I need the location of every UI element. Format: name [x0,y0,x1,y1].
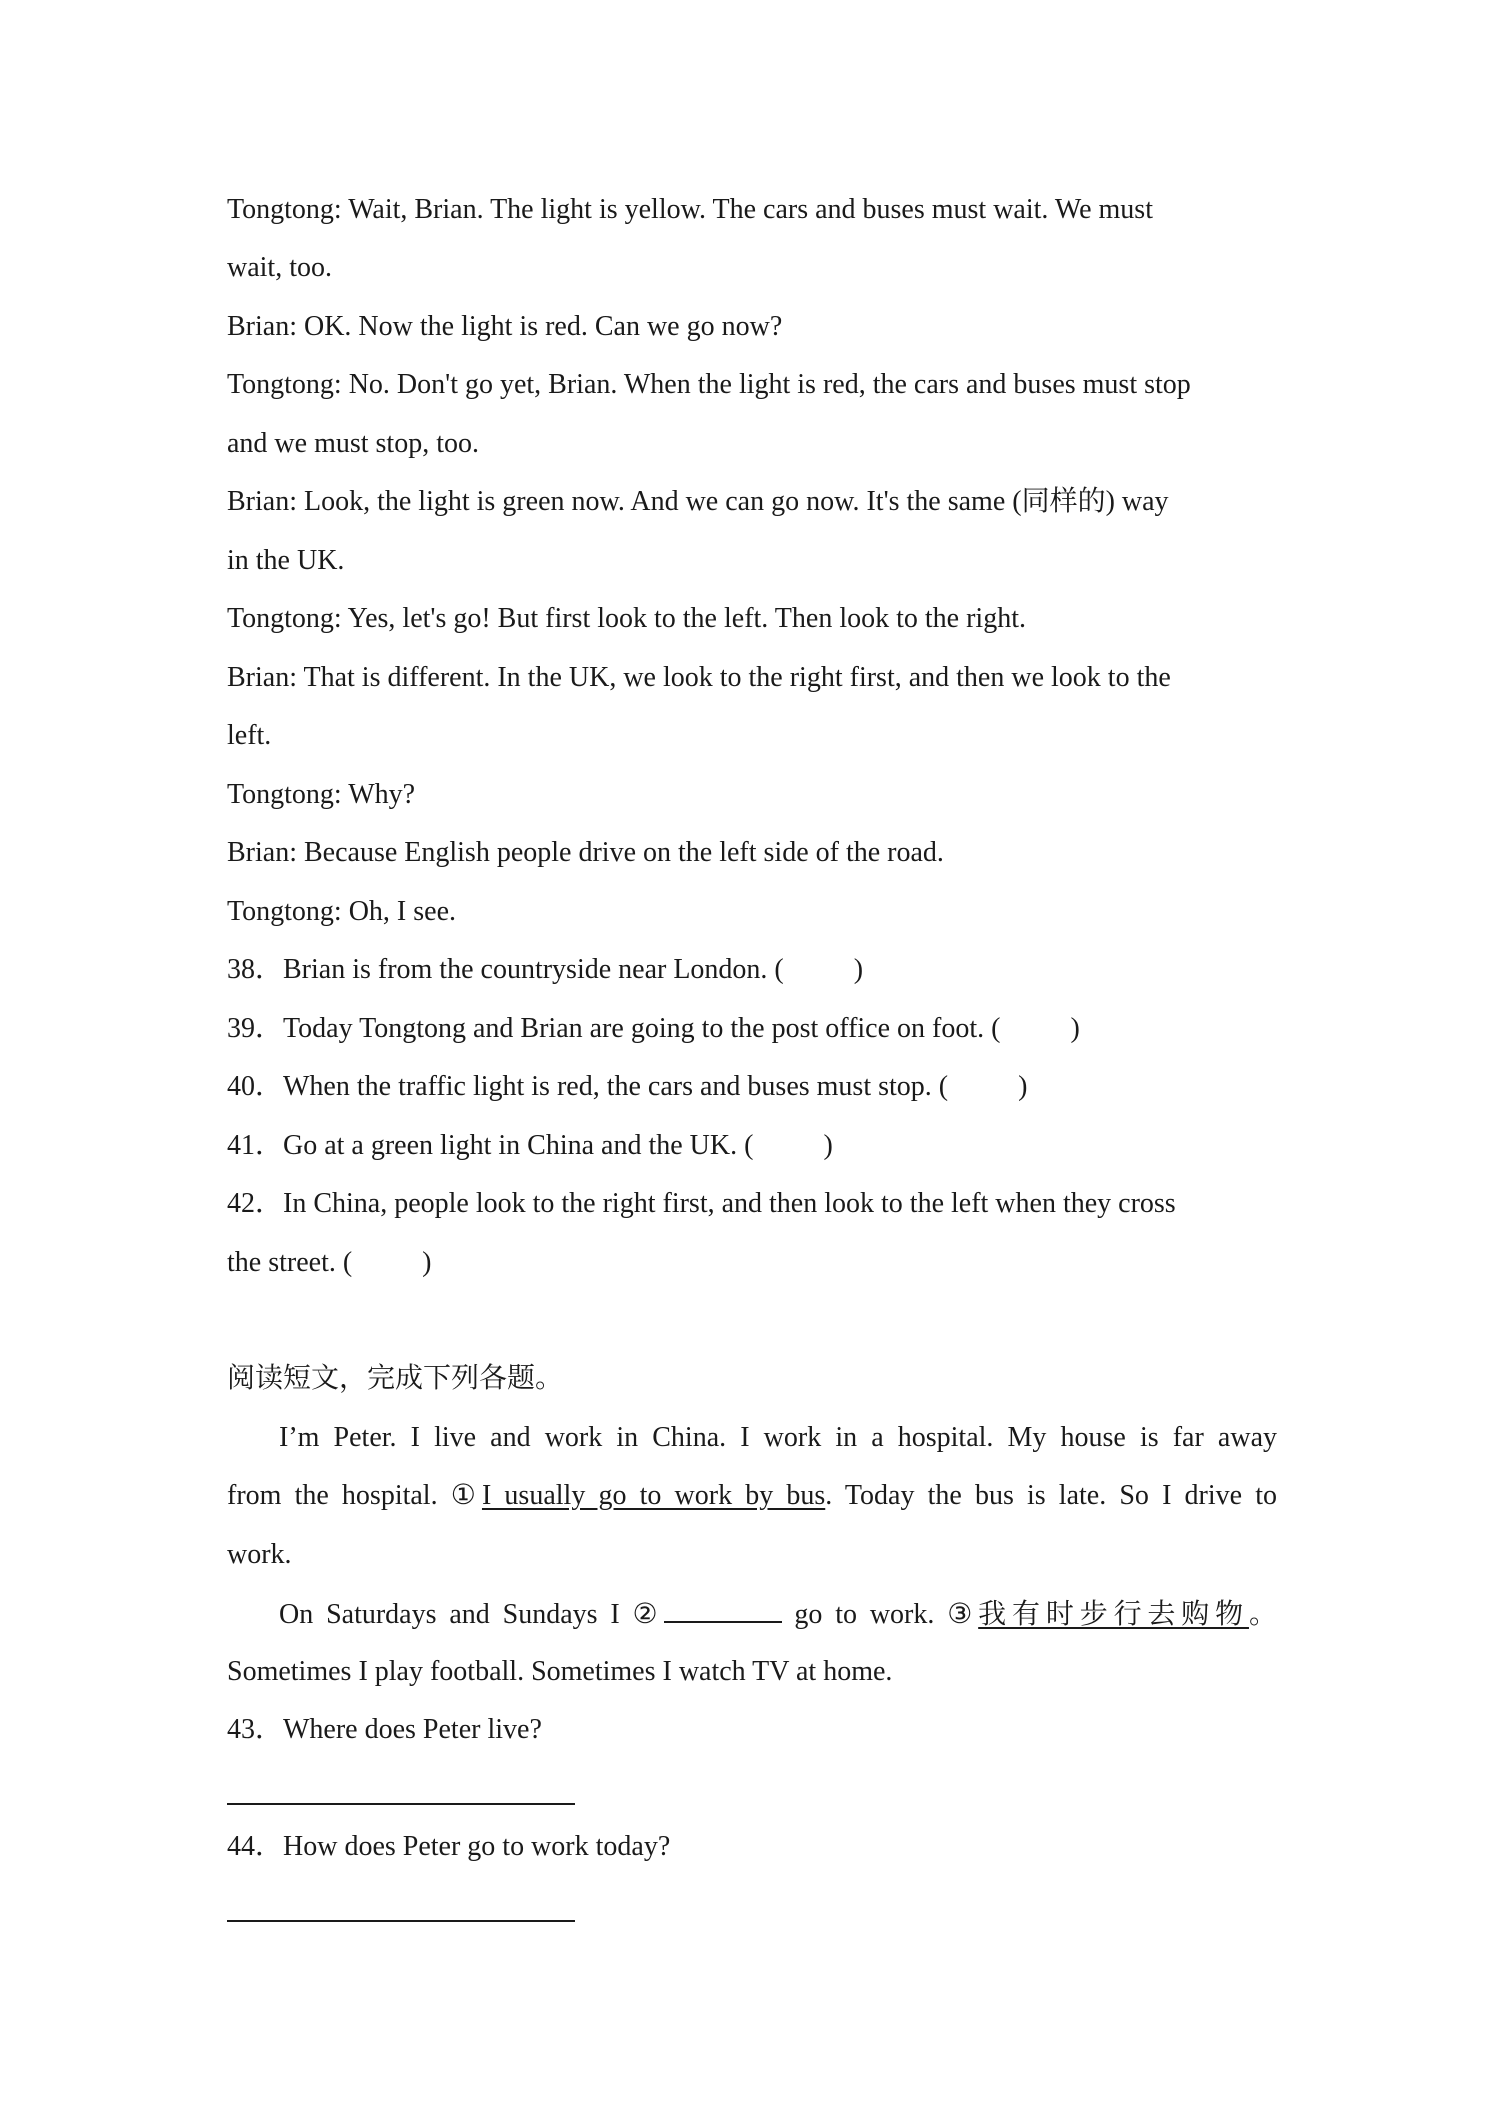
passage-line-1: I’m Peter. I live and work in China. I work in a hospital. My house is far away [279,1422,1277,1453]
question-40-close: ) [1018,1071,1028,1102]
answer-line-44[interactable] [227,1920,575,1922]
question-41-close: ) [823,1130,833,1161]
passage-line-2 [227,1476,1277,1516]
section-instruction: 阅读短文，完成下列各题。 [227,1363,564,1394]
dialogue-line-7: in the UK. [227,545,345,576]
question-42-text: the street. ( [227,1247,353,1278]
dialogue-line-1: Tongtong: Wait, Brian. The light is yellow. The cars and buses must wait. We must [227,194,1153,225]
passage-line-4 [227,1593,1277,1635]
dialogue-line-11: Tongtong: Why? [227,779,416,810]
underlined-sentence-1: I usually go to work by bus [481,1480,826,1511]
dialogue-line-8: Tongtong: Yes, let's go! But first look to the left. Then look to the right. [227,603,1026,634]
dialogue-line-13: Tongtong: Oh, I see. [227,896,457,927]
dialogue-line-9: Brian: That is different. In the UK, we look to the right first, and then we look to the [227,662,1171,693]
passage-line-4-start: On Saturdays and Sundays I ② [279,1599,664,1630]
passage-line-4-end: 。 [1248,1599,1277,1630]
passage-line-5: Sometimes I play football. Sometimes I watch TV at home. [227,1656,893,1687]
passage-line-2-end: . Today the bus is late. So I drive to [825,1480,1277,1511]
dialogue-line-10: left. [227,720,272,751]
question-42-line-2 [227,1243,432,1283]
question-39-text: 39．Today Tongtong and Brian are going to the post office on foot. ( [227,1013,1001,1044]
question-44: 44．How does Peter go to work today? [227,1831,671,1862]
question-43: 43．Where does Peter live? [227,1714,542,1745]
answer-line-43[interactable] [227,1803,575,1805]
passage-line-3: work. [227,1539,292,1570]
dialogue-line-6: Brian: Look, the light is green now. And we can go now. It's the same (同样的) way [227,486,1169,517]
fill-in-blank-2[interactable] [664,1593,782,1623]
question-38-text: 38．Brian is from the countryside near London. ( [227,954,784,985]
question-38-close: ) [853,954,864,985]
dialogue-line-3: Brian: OK. Now the light is red. Can we go now? [227,311,783,342]
question-39-close: ) [1070,1013,1080,1044]
passage-line-2-start: from the hospital. ① [227,1480,482,1511]
dialogue-line-2: wait, too. [227,252,332,283]
question-39 [227,1009,1080,1049]
question-40 [227,1067,1027,1107]
question-42-line-1: 42．In China, people look to the right first, and then look to the left when they cross [227,1188,1176,1219]
question-38 [227,950,863,990]
passage-line-4-mid: go to work. ③ [781,1599,979,1630]
question-40-text: 40．When the traffic light is red, the cars and buses must stop. ( [227,1071,949,1102]
question-41 [227,1126,833,1166]
dialogue-line-5: and we must stop, too. [227,428,479,459]
dialogue-line-4: Tongtong: No. Don't go yet, Brian. When the light is red, the cars and buses must stop [227,369,1191,400]
question-42-close: ) [422,1247,432,1278]
underlined-sentence-3: 我有时步行去购物 [978,1599,1249,1630]
dialogue-line-12: Brian: Because English people drive on the left side of the road. [227,837,944,868]
question-41-text: 41．Go at a green light in China and the UK. ( [227,1130,754,1161]
